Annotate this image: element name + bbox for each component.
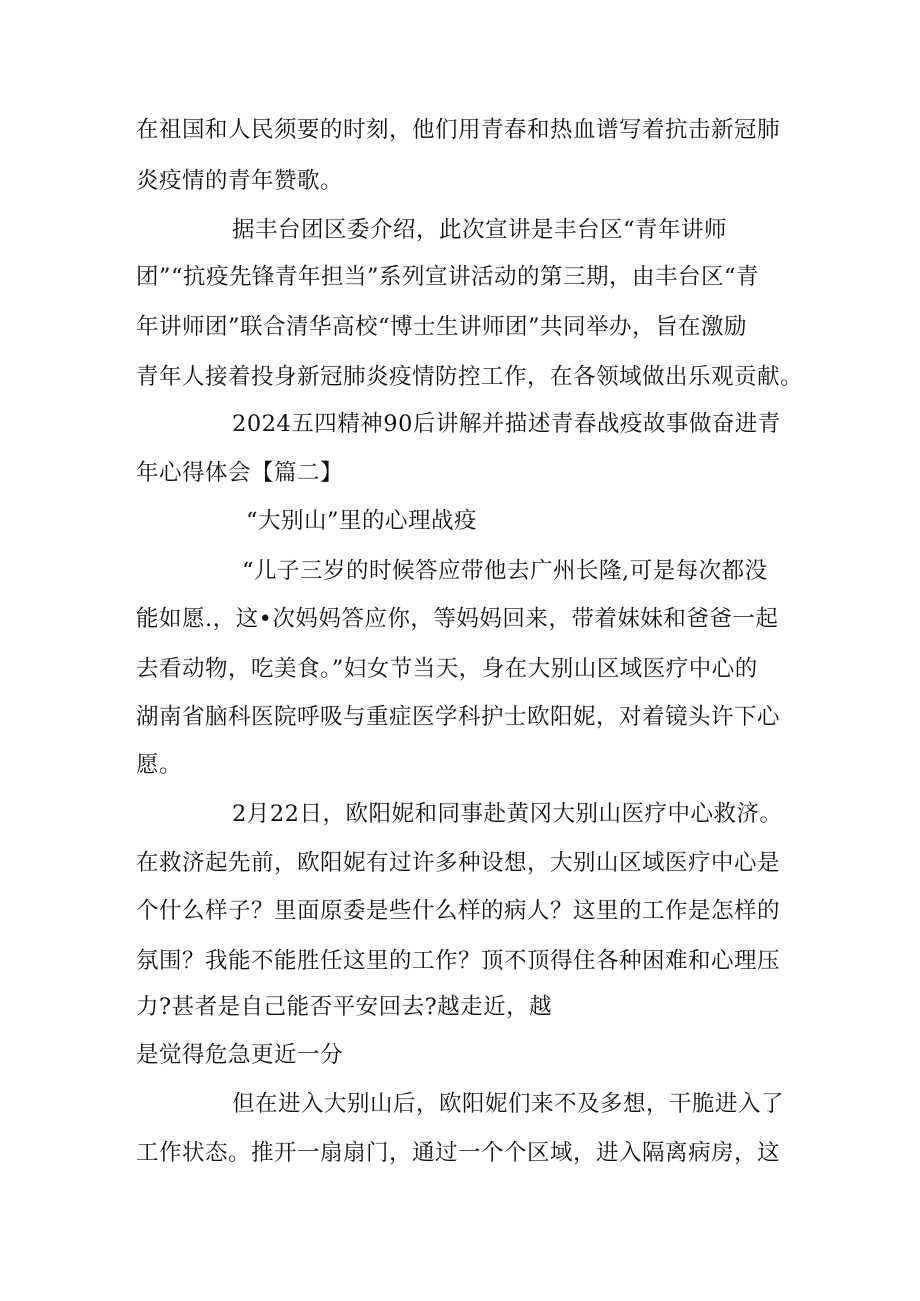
text-line: 年讲师团”联合清华高校“博士生讲师团”共同举办，旨在激励 — [136, 314, 748, 340]
article-title: “大别山”里的心理战疫 — [246, 508, 478, 534]
text-line: 氛围？我能不能胜任这里的工作？顶不顶得住各种困难和心理压 — [136, 948, 781, 974]
paragraph-start: 但在进入大别山后，欧阳妮们来不及多想，干脆进入了 — [232, 1091, 785, 1117]
text-line: 在祖国和人民须要的时刻，他们用青春和热血谱写着抗击新冠肺 — [136, 117, 781, 143]
text-line: 愿。 — [136, 752, 183, 778]
text-line: 湖南省脑科医院呼吸与重症医学科护士欧阳妮，对着镜头许下心 — [136, 704, 781, 730]
text-line: 能如愿.，这•次妈妈答应你，等妈妈回来，带着妹妹和爸爸一起 — [136, 606, 779, 632]
paragraph-start: 2月22日，欧阳妮和同事赴黄冈大别山医疗中心救济。 — [232, 801, 783, 827]
text-line: 炎疫情的青年赞歌。 — [136, 168, 344, 194]
text-line: 力?甚者是自己能否平安回去?越走近，越 — [136, 994, 553, 1020]
section-heading-cont: 年心得体会【篇二】 — [136, 460, 344, 486]
text-line: 个什么样子？里面原委是些什么样的病人？这里的工作是怎样的 — [136, 898, 781, 924]
text-line: 青年人接着投身新冠肺炎疫情防控工作，在各领域做出乐观贡献。 — [136, 364, 804, 390]
text-line: 是觉得危急更近一分 — [136, 1042, 344, 1068]
section-heading: 2024五四精神90后讲解并描述青春战疫故事做奋进青 — [232, 411, 781, 437]
paragraph-start: “儿子三岁的时候答应带他去广州长隆,可是每次都没 — [242, 558, 768, 584]
paragraph-start: 据丰台团区委介绍，此次宣讲是丰台区“青年讲师 — [232, 217, 728, 243]
text-line: 去看动物，吃美食。”妇女节当天，身在大别山区域医疗中心的 — [136, 656, 758, 682]
text-line: 工作状态。推开一扇扇门，通过一个个区域，进入隔离病房，这 — [136, 1140, 781, 1166]
text-line: 团”“抗疫先锋青年担当”系列宣讲活动的第三期，由丰台区“青 — [136, 264, 760, 290]
text-line: 在救济起先前，欧阳妮有过许多种设想，大别山区域医疗中心是 — [136, 850, 781, 876]
